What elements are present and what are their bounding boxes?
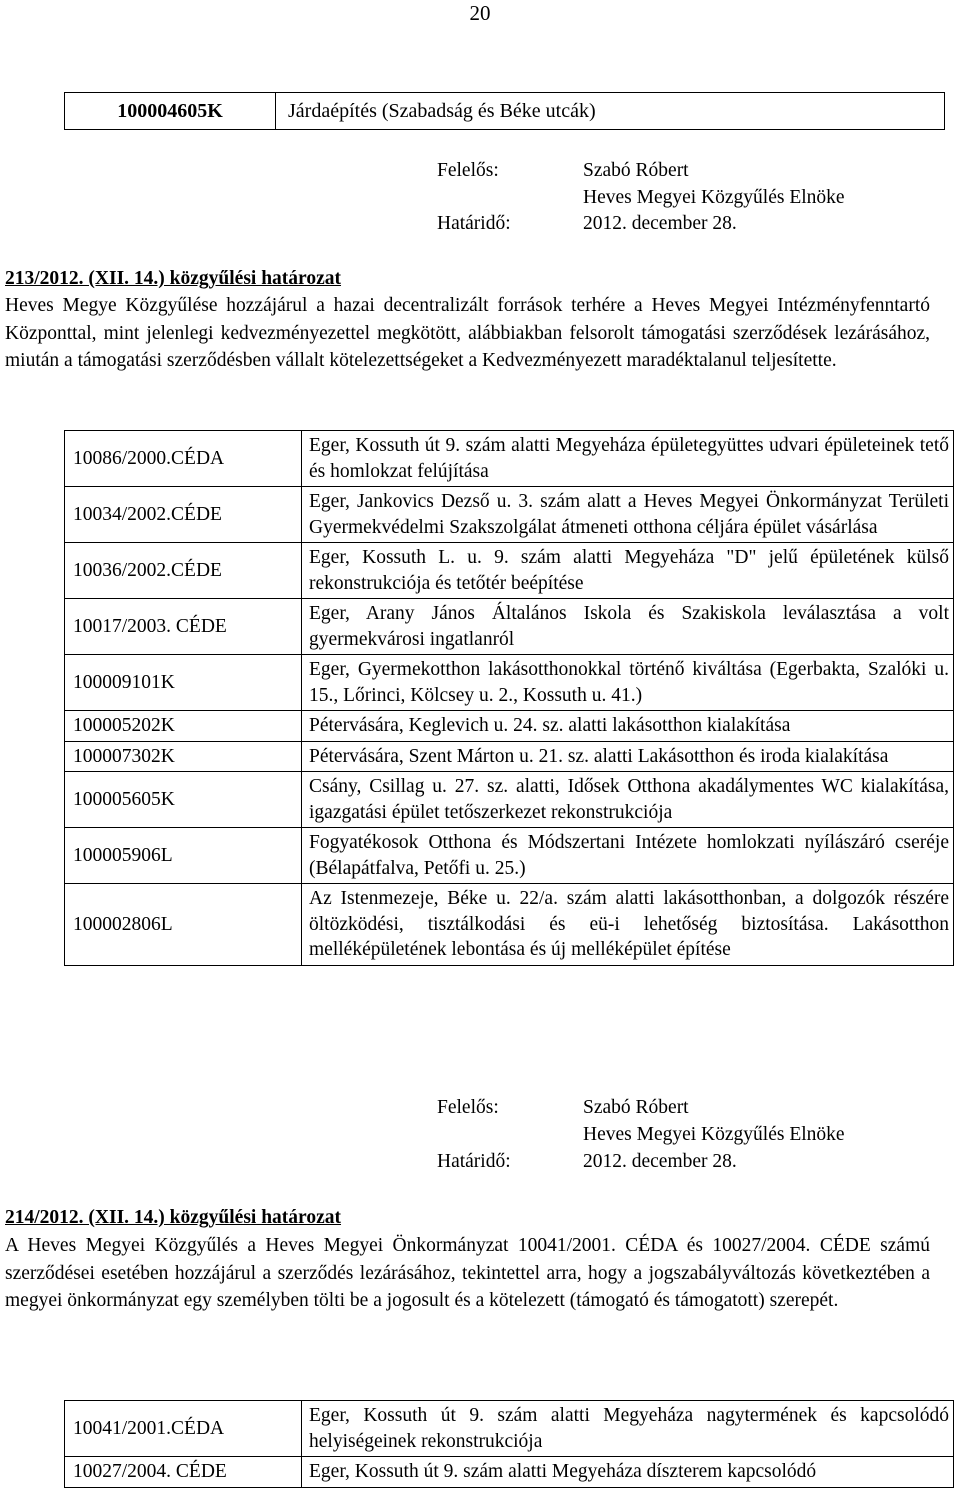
contract-code: 10086/2000.CÉDA (65, 431, 302, 487)
table-row (65, 1457, 954, 1488)
contract-description: Csány, Csillag u. 27. sz. alatti, Idősek Otthona akadálymentes WC kialakítása, igazgatási épület tetőszerkezet rekonstrukciója (302, 772, 954, 828)
table-row (65, 772, 954, 828)
table-row (65, 655, 954, 711)
contract-description: Eger, Kossuth út 9. szám alatti Megyeháza díszterem kapcsolódó (302, 1457, 954, 1488)
contract-code: 10041/2001.CÉDA (65, 1401, 302, 1457)
contract-description: Eger, Kossuth út 9. szám alatti Megyeháza nagytermének és kapcsolódó helyiségeinek rekonstrukciója (302, 1401, 954, 1457)
table-row (65, 93, 945, 130)
page-number: 20 (469, 1, 491, 25)
contract-code: 100009101K (65, 655, 302, 711)
contract-code: 10017/2003. CÉDE (65, 599, 302, 655)
contracts-table-213 (64, 430, 954, 966)
responsible-name: Szabó Róbert (583, 160, 689, 181)
contract-code: 100005906L (65, 828, 302, 884)
decision-text-213: Heves Megye Közgyűlése hozzájárul a hazai decentralizált források terhére a Heves Megyei Intézményfenntartó Központtal, mint jelenlegi kedvezményezettel megkötött, alábbiakban felsorolt támogatási szerződések lezárásához, miután a támogatási szerződésben vállalt kötelezettségeket a Kedvezményezett maradéktalanul teljesítette. (5, 295, 930, 371)
responsible-label: Felelős: (437, 160, 499, 181)
contract-description: Eger, Arany János Általános Iskola és Szakiskola leválasztása a volt gyermekvárosi ingatlanról (302, 599, 954, 655)
table-row (65, 828, 954, 884)
contract-code: 100005202K (65, 711, 302, 742)
contract-code: 10036/2002.CÉDE (65, 543, 302, 599)
contract-description: Eger, Gyermekotthon lakásotthonokkal történő kiváltása (Egerbakta, Szalóki u. 15., Lőrinci, Kölcsey u. 2., Kossuth u. 41.) (302, 655, 954, 711)
decision-title-213: 213/2012. (XII. 14.) közgyűlési határozat (5, 268, 342, 289)
decision-title-214: 214/2012. (XII. 14.) közgyűlési határozat (5, 1207, 342, 1228)
deadline-value: 2012. december 28. (583, 1151, 737, 1172)
decision-text-214: A Heves Megyei Közgyűlés a Heves Megyei Önkormányzat 10041/2001. CÉDA és 10027/2004. CÉDE számú szerződései esetében hozzájárul a szerződés lezárásához, tekintettel arra, hogy a jogszabályváltozás következtében a megyei önkormányzat egy személyben tölti be a jogosult és a kötelezett (támogató és támogatott) szerepét. (5, 1235, 930, 1311)
contracts-table-214 (64, 1400, 954, 1488)
responsible-label: Felelős: (437, 1097, 499, 1118)
deadline-label: Határidő: (437, 213, 511, 234)
contract-code: 100002806L (65, 884, 302, 966)
table-row (65, 741, 954, 772)
table-row (65, 884, 954, 966)
project-title: Járdaépítés (Szabadság és Béke utcák) (276, 93, 945, 130)
contract-description: Eger, Jankovics Dezső u. 3. szám alatt a Heves Megyei Önkormányzat Területi Gyermekvédelmi Szakszolgálat átmeneti otthona céljára épület vásárlása (302, 487, 954, 543)
table-row (65, 543, 954, 599)
contract-description: Pétervására, Szent Márton u. 21. sz. alatti Lakásotthon és iroda kialakítása (302, 741, 954, 772)
responsible-role: Heves Megyei Közgyűlés Elnöke (583, 187, 845, 208)
table-row (65, 487, 954, 543)
table-row (65, 431, 954, 487)
contract-description: Pétervására, Keglevich u. 24. sz. alatti lakásotthon kialakítása (302, 711, 954, 742)
table-row (65, 711, 954, 742)
responsible-role: Heves Megyei Közgyűlés Elnöke (583, 1124, 845, 1145)
project-header-table (64, 92, 945, 130)
contract-code: 100007302K (65, 741, 302, 772)
contract-code: 10034/2002.CÉDE (65, 487, 302, 543)
project-code: 100004605K (65, 93, 276, 130)
contract-code: 100005605K (65, 772, 302, 828)
responsible-name: Szabó Róbert (583, 1097, 689, 1118)
contract-code: 10027/2004. CÉDE (65, 1457, 302, 1488)
deadline-value: 2012. december 28. (583, 213, 737, 234)
contract-description: Eger, Kossuth L. u. 9. szám alatti Megyeháza "D" jelű épületének külső rekonstrukciója és tetőtér beépítése (302, 543, 954, 599)
contract-description: Eger, Kossuth út 9. szám alatti Megyeháza épületegyüttes udvari épületeinek tető és homlokzat felújítása (302, 431, 954, 487)
table-row (65, 599, 954, 655)
contract-description: Az Istenmezeje, Béke u. 22/a. szám alatti lakásotthonban, a dolgozók részére öltözködési, tisztálkodási és eü-i lehetőség biztosítása. Lakásotthon melléképületének lebontása és új melléképület építése (302, 884, 954, 966)
contract-description: Fogyatékosok Otthona és Módszertani Intézete homlokzati nyílászáró cseréje (Bélapátfalva, Petőfi u. 25.) (302, 828, 954, 884)
table-row (65, 1401, 954, 1457)
deadline-label: Határidő: (437, 1151, 511, 1172)
